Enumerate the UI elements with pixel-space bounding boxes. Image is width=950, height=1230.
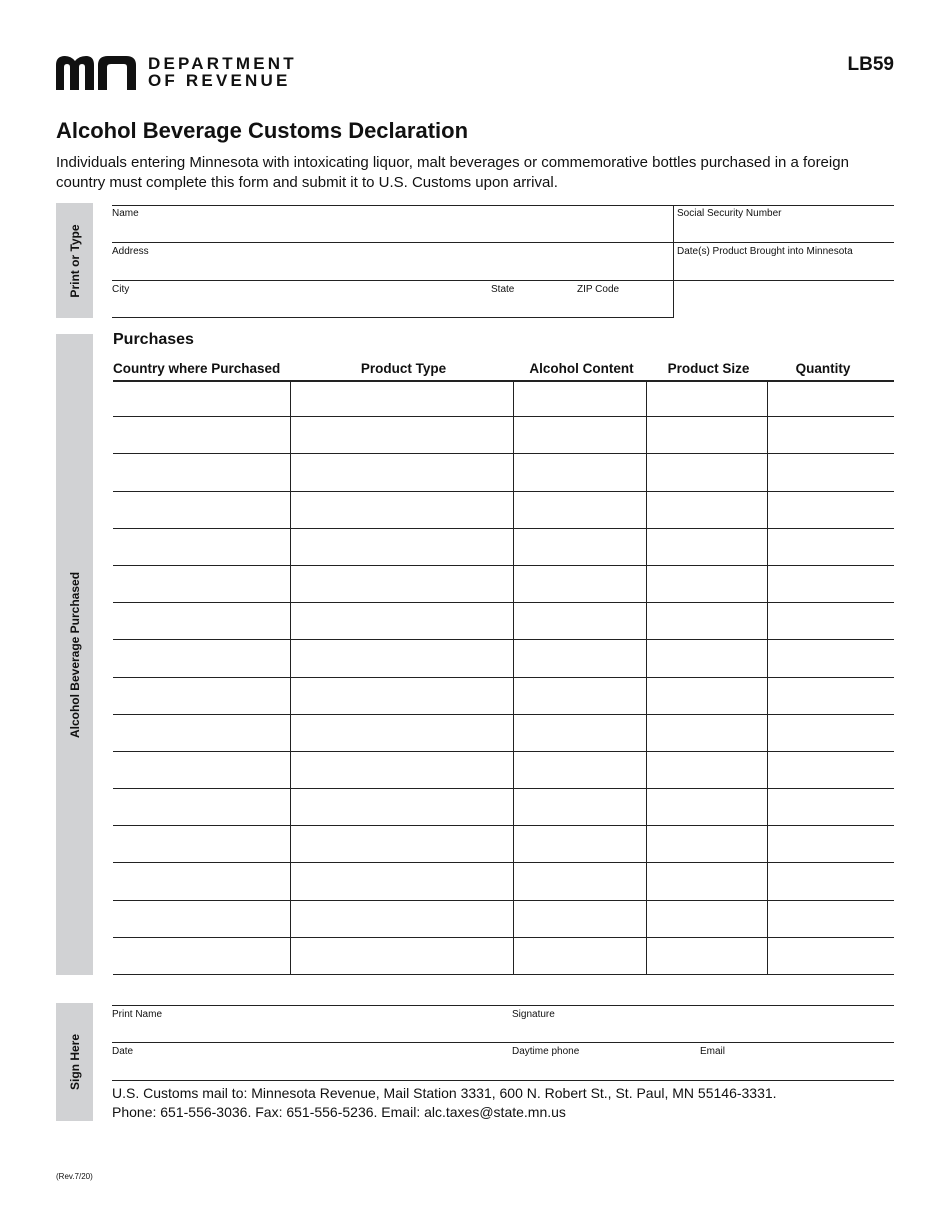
table-cell[interactable] (291, 789, 514, 826)
table-cell[interactable] (514, 901, 647, 938)
table-cell[interactable] (514, 380, 647, 417)
table-cell[interactable] (113, 529, 291, 566)
table-cell[interactable] (291, 938, 514, 975)
table-cell[interactable] (768, 566, 894, 603)
table-cell[interactable] (113, 492, 291, 529)
divider (112, 1080, 894, 1081)
table-cell[interactable] (647, 492, 768, 529)
table-cell[interactable] (113, 901, 291, 938)
table-cell[interactable] (768, 901, 894, 938)
table-cell[interactable] (514, 529, 647, 566)
table-row (113, 938, 894, 975)
table-row (113, 566, 894, 603)
state-field[interactable] (491, 281, 576, 317)
table-row (113, 454, 894, 491)
agency-name (148, 55, 297, 89)
email-field[interactable] (700, 1043, 894, 1080)
table-row (113, 678, 894, 715)
revision-date: (Rev.7/20) (56, 1172, 93, 1181)
table-cell[interactable] (291, 566, 514, 603)
table-row (113, 826, 894, 863)
print-name-field[interactable] (112, 1006, 510, 1042)
alcohol-purchased-tab (56, 334, 93, 975)
purchases-heading: Purchases (113, 331, 194, 348)
table-cell[interactable] (768, 603, 894, 640)
table-cell[interactable] (113, 863, 291, 900)
table-row (113, 492, 894, 529)
table-cell[interactable] (113, 380, 291, 417)
table-cell[interactable] (768, 454, 894, 491)
table-cell[interactable] (514, 789, 647, 826)
table-cell[interactable] (768, 826, 894, 863)
table-cell[interactable] (647, 901, 768, 938)
table-cell[interactable] (768, 529, 894, 566)
personal-info-block (112, 205, 894, 318)
dates-field[interactable] (674, 243, 894, 317)
table-cell[interactable] (514, 826, 647, 863)
state-label: State (491, 284, 515, 295)
table-row (113, 603, 894, 640)
sign-here-label: Sign Here (67, 1033, 82, 1091)
table-cell[interactable] (647, 752, 768, 789)
table-cell[interactable] (647, 454, 768, 491)
table-cell[interactable] (768, 640, 894, 677)
table-cell[interactable] (514, 417, 647, 454)
address-field[interactable] (112, 243, 673, 280)
table-row (113, 417, 894, 454)
signature-field[interactable] (512, 1006, 894, 1042)
zip-field[interactable] (576, 281, 673, 317)
city-field[interactable] (112, 281, 490, 317)
phone-field[interactable] (512, 1043, 698, 1080)
table-cell[interactable] (514, 938, 647, 975)
table-cell[interactable] (647, 380, 768, 417)
print-or-type-tab (56, 203, 93, 318)
table-cell[interactable] (113, 938, 291, 975)
ssn-label: Social Security Number (677, 208, 782, 219)
table-cell[interactable] (113, 603, 291, 640)
dates-label: Date(s) Product Brought into Minnesota (677, 246, 853, 257)
table-cell[interactable] (647, 529, 768, 566)
date-field[interactable] (112, 1043, 510, 1080)
table-cell[interactable] (113, 640, 291, 677)
ssn-field[interactable] (674, 205, 894, 242)
name-field[interactable] (112, 205, 673, 242)
table-row (113, 789, 894, 826)
table-cell[interactable] (113, 678, 291, 715)
table-cell[interactable] (514, 715, 647, 752)
table-cell[interactable] (768, 938, 894, 975)
table-cell[interactable] (514, 640, 647, 677)
intro-text: Individuals entering Minnesota with intoxicating liquor, malt beverages or commemorative bottles purchased in a foreign country must complete this form and submit it to U.S. Customs upon arrival. (56, 154, 849, 191)
table-cell[interactable] (647, 417, 768, 454)
form-number: LB59 (847, 54, 894, 75)
table-cell[interactable] (768, 417, 894, 454)
col-header-alcohol-content: Alcohol Content (529, 361, 634, 376)
table-row (113, 640, 894, 677)
table-row (113, 380, 894, 417)
table-cell[interactable] (647, 715, 768, 752)
table-cell[interactable] (647, 863, 768, 900)
signature-block (112, 1005, 894, 1081)
city-label: City (112, 284, 130, 295)
col-header-product-type: Product Type (360, 361, 447, 376)
agency-line-2: OF REVENUE (148, 71, 291, 90)
table-row (113, 863, 894, 900)
table-cell[interactable] (647, 789, 768, 826)
table-cell[interactable] (647, 678, 768, 715)
table-cell[interactable] (113, 417, 291, 454)
print-or-type-label: Print or Type (67, 223, 82, 298)
table-cell[interactable] (768, 678, 894, 715)
table-cell[interactable] (291, 901, 514, 938)
col-header-quantity: Quantity (795, 361, 851, 376)
table-row (113, 529, 894, 566)
alcohol-purchased-label: Alcohol Beverage Purchased (67, 571, 82, 738)
table-cell[interactable] (113, 789, 291, 826)
signature-label: Signature (512, 1009, 555, 1020)
table-cell[interactable] (768, 492, 894, 529)
table-cell[interactable] (291, 454, 514, 491)
sign-here-tab (56, 1003, 93, 1121)
date-label: Date (112, 1046, 134, 1057)
table-cell[interactable] (647, 640, 768, 677)
table-cell[interactable] (768, 789, 894, 826)
table-cell[interactable] (514, 492, 647, 529)
table-cell[interactable] (113, 826, 291, 863)
page-title: Alcohol Beverage Customs Declaration (56, 118, 469, 143)
table-cell[interactable] (291, 603, 514, 640)
mail-to-text: U.S. Customs mail to: Minnesota Revenue, Mail Station 3331, 600 N. Robert St., St. Paul, MN 55146-3331. (112, 1085, 777, 1101)
address-label: Address (112, 246, 149, 257)
table-row (113, 901, 894, 938)
table-cell[interactable] (647, 938, 768, 975)
table-cell[interactable] (514, 678, 647, 715)
table-cell[interactable] (514, 863, 647, 900)
email-label: Email (700, 1046, 726, 1057)
table-cell[interactable] (291, 529, 514, 566)
name-label: Name (112, 208, 139, 219)
zip-label: ZIP Code (577, 284, 620, 295)
table-cell[interactable] (514, 566, 647, 603)
print-name-label: Print Name (112, 1009, 163, 1020)
table-row (113, 715, 894, 752)
table-cell[interactable] (113, 566, 291, 603)
phone-label: Daytime phone (512, 1046, 580, 1057)
agency-line-1: DEPARTMENT (148, 54, 297, 73)
table-cell[interactable] (291, 417, 514, 454)
table-cell[interactable] (514, 603, 647, 640)
table-cell[interactable] (291, 752, 514, 789)
table-cell[interactable] (113, 715, 291, 752)
table-cell[interactable] (291, 715, 514, 752)
table-cell[interactable] (514, 752, 647, 789)
table-cell[interactable] (291, 492, 514, 529)
table-cell[interactable] (768, 715, 894, 752)
purchases-table (113, 380, 894, 975)
mn-logo-icon (56, 56, 136, 90)
table-cell[interactable] (647, 826, 768, 863)
table-cell[interactable] (113, 454, 291, 491)
table-cell[interactable] (768, 863, 894, 900)
col-header-country: Country where Purchased (113, 361, 281, 376)
divider (112, 317, 674, 318)
table-row (113, 752, 894, 789)
mailing-info (112, 1084, 777, 1122)
table-cell[interactable] (768, 380, 894, 417)
table-cell[interactable] (647, 603, 768, 640)
table-cell[interactable] (291, 678, 514, 715)
table-cell[interactable] (291, 826, 514, 863)
table-cell[interactable] (514, 454, 647, 491)
table-cell[interactable] (291, 863, 514, 900)
table-cell[interactable] (291, 640, 514, 677)
table-cell[interactable] (113, 752, 291, 789)
table-cell[interactable] (768, 752, 894, 789)
table-cell[interactable] (647, 566, 768, 603)
contact-text: Phone: 651-556-3036. Fax: 651-556-5236. Email: alc.taxes@state.mn.us (112, 1104, 566, 1120)
table-cell[interactable] (291, 380, 514, 417)
col-header-product-size: Product Size (667, 361, 750, 376)
